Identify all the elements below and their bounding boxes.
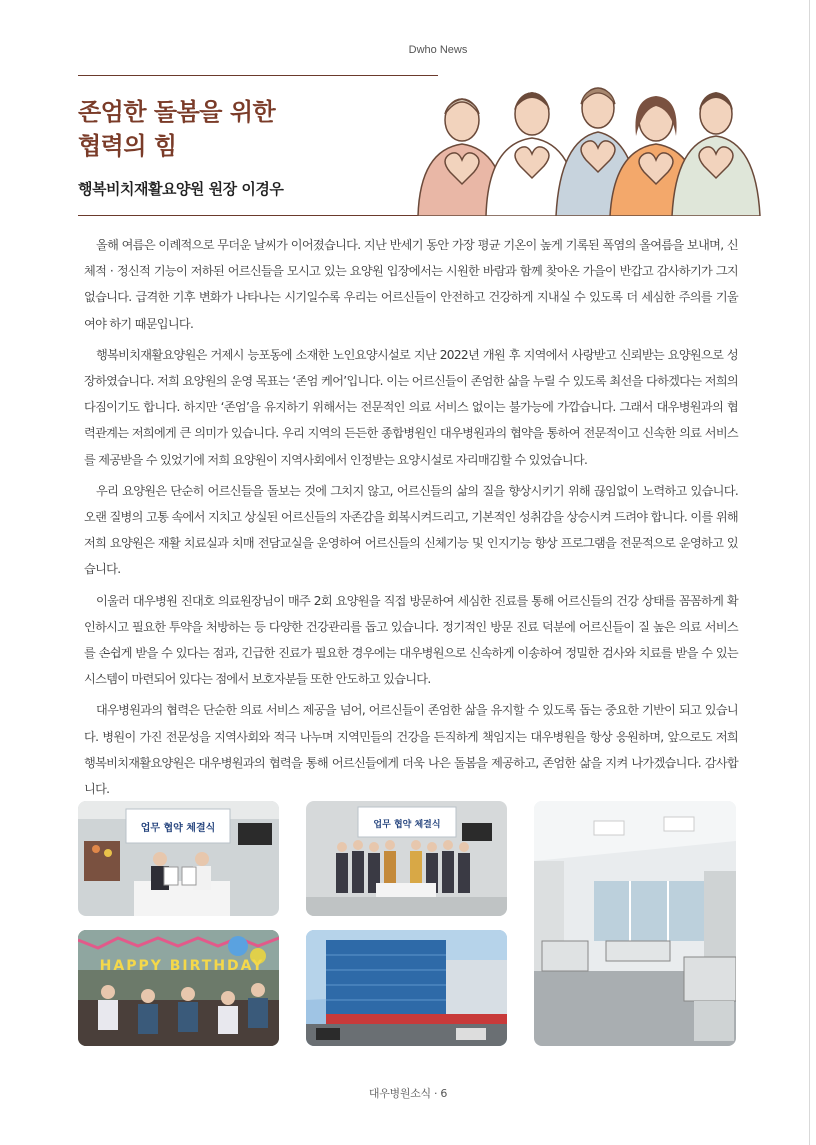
birthday-sign-text: HAPPY BIRTHDAY	[99, 958, 265, 974]
people-making-hearts-image	[410, 80, 770, 216]
title-line-2: 협력의 힘	[78, 132, 177, 160]
photo-signing-ceremony	[78, 801, 279, 916]
newsletter-header: Dwho News	[408, 44, 468, 56]
photo-birthday-party	[78, 930, 279, 1046]
article-author: 행복비치재활요양원 원장 이경우	[78, 180, 284, 198]
paragraph-3: 우리 요양원은 단순히 어르신들을 돌보는 것에 그치지 않고, 어르신들의 삶의 질을 향상시키기 위해 끊임없이 노력하고 있습니다. 오랜 질병의 고통 속에서 지치고 상실된 어르신들의 자존감을 회복시켜드리고, 기본적인 성취감을 상승시켜 드려야 합니다. 이를 위해 저희 요양원은 재활 치료실과 치매 전담교실을 운영하여 어르신들의 신체기능 및 인지기능 향상 프로그램을 전문적으로 운영하고 있습니다.	[84, 483, 738, 577]
signing-banner-text: 업무 협약 체결식	[140, 823, 216, 834]
paragraph-5: 대우병원과의 협력은 단순한 의료 서비스 제공을 넘어, 어르신들이 존엄한 삶을 유지할 수 있도록 돕는 중요한 기반이 되고 있습니 다. 병원이 가진 전문성을 지역사회와 적극 나누며 지역민들의 건강을 든직하게 책임지는 대우병원을 항상 응원하며, 앞으로도 저희 행복비치재활요양원은 대우병원과의 협력을 통해 어르신들에게 더욱 나은 돌봄을 제공하고, 존엄한 삶을 지켜 나가겠습니다. 감사합니다.	[84, 703, 738, 797]
article-title	[78, 95, 275, 163]
paragraph-1: 올해 여름은 이례적으로 무더운 날씨가 이어졌습니다. 지난 반세기 동안 가장 평균 기온이 높게 기록된 폭염의 올여름을 보내며, 신체적 · 정신적 기능이 저하된 어르신들을 모시고 있는 요양원 입장에서는 시원한 바람과 함께 찾아온 가을이 반갑고 감사하기가 그지 없습니다. 급격한 기후 변화가 나타나는 시기일수록 우리는 어르신들이 안전하고 건강하게 지내실 수 있도록 더 세심한 주의를 기울 여야 하기 때문입니다.	[84, 238, 738, 331]
page-footer: 대우병원소식 · 6	[368, 1087, 448, 1100]
photo-group-ceremony	[306, 801, 507, 916]
title-line-1: 존엄한 돌봄을 위한	[78, 98, 276, 126]
heart-hands-illustration	[410, 80, 770, 216]
group-banner-text: 업무 협약 체결식	[373, 820, 441, 830]
photo-patient-room	[534, 801, 736, 1046]
photo-hospital-building	[306, 930, 507, 1046]
article-body	[84, 232, 738, 807]
page-edge-line	[809, 0, 810, 1145]
paragraph-2: 행복비치재활요양원은 거제시 능포동에 소재한 노인요양시설로 지난 2022년 개원 후 지역에서 사랑받고 신뢰받는 요양원으로 성장하였습니다. 저희 요양원의 운영 목표는 ‘존엄 케어’입니다. 이는 어르신들이 존엄한 삶을 누릴 수 있도록 최선을 다하겠다는 저희의 다짐이기도 합니다. 하지만 ‘존엄’을 유지하기 위해서는 전문적인 의료 서비스 없이는 불가능에 가깝습니다. 그래서 대우병원과의 협력관계는 저희에게 큰 의미가 있습니다. 우리 지역의 든든한 종합병원인 대우병원과의 협약을 통하여 전문적이고 신속한 의료 서비스를 제공받을 수 있었기에 저희 요양원이 지역사회에서 인정받는 요양시설로 자리매김할 수 있었습니다.	[84, 347, 738, 467]
title-top-rule	[78, 75, 438, 76]
paragraph-4: 이울러 대우병원 진대호 의료원장님이 매주 2회 요양원을 직접 방문하여 세심한 진료를 통해 어르신들의 건강 상태를 꼼꼼하게 확인하시고 필요한 투약을 처방하는 등 다양한 건강관리를 돕고 있습니다. 정기적인 방문 진료 덕분에 어르신들이 질 높은 의료 서비스를 손쉽게 받을 수 있다는 점과, 긴급한 진료가 필요한 경우에는 대우병원으로 신속하게 이송하여 정밀한 검사와 치료를 받을 수 있는 시스템이 마련되어 있다는 점에서 보호자분들 또한 안도하고 있습니다.	[84, 593, 738, 687]
